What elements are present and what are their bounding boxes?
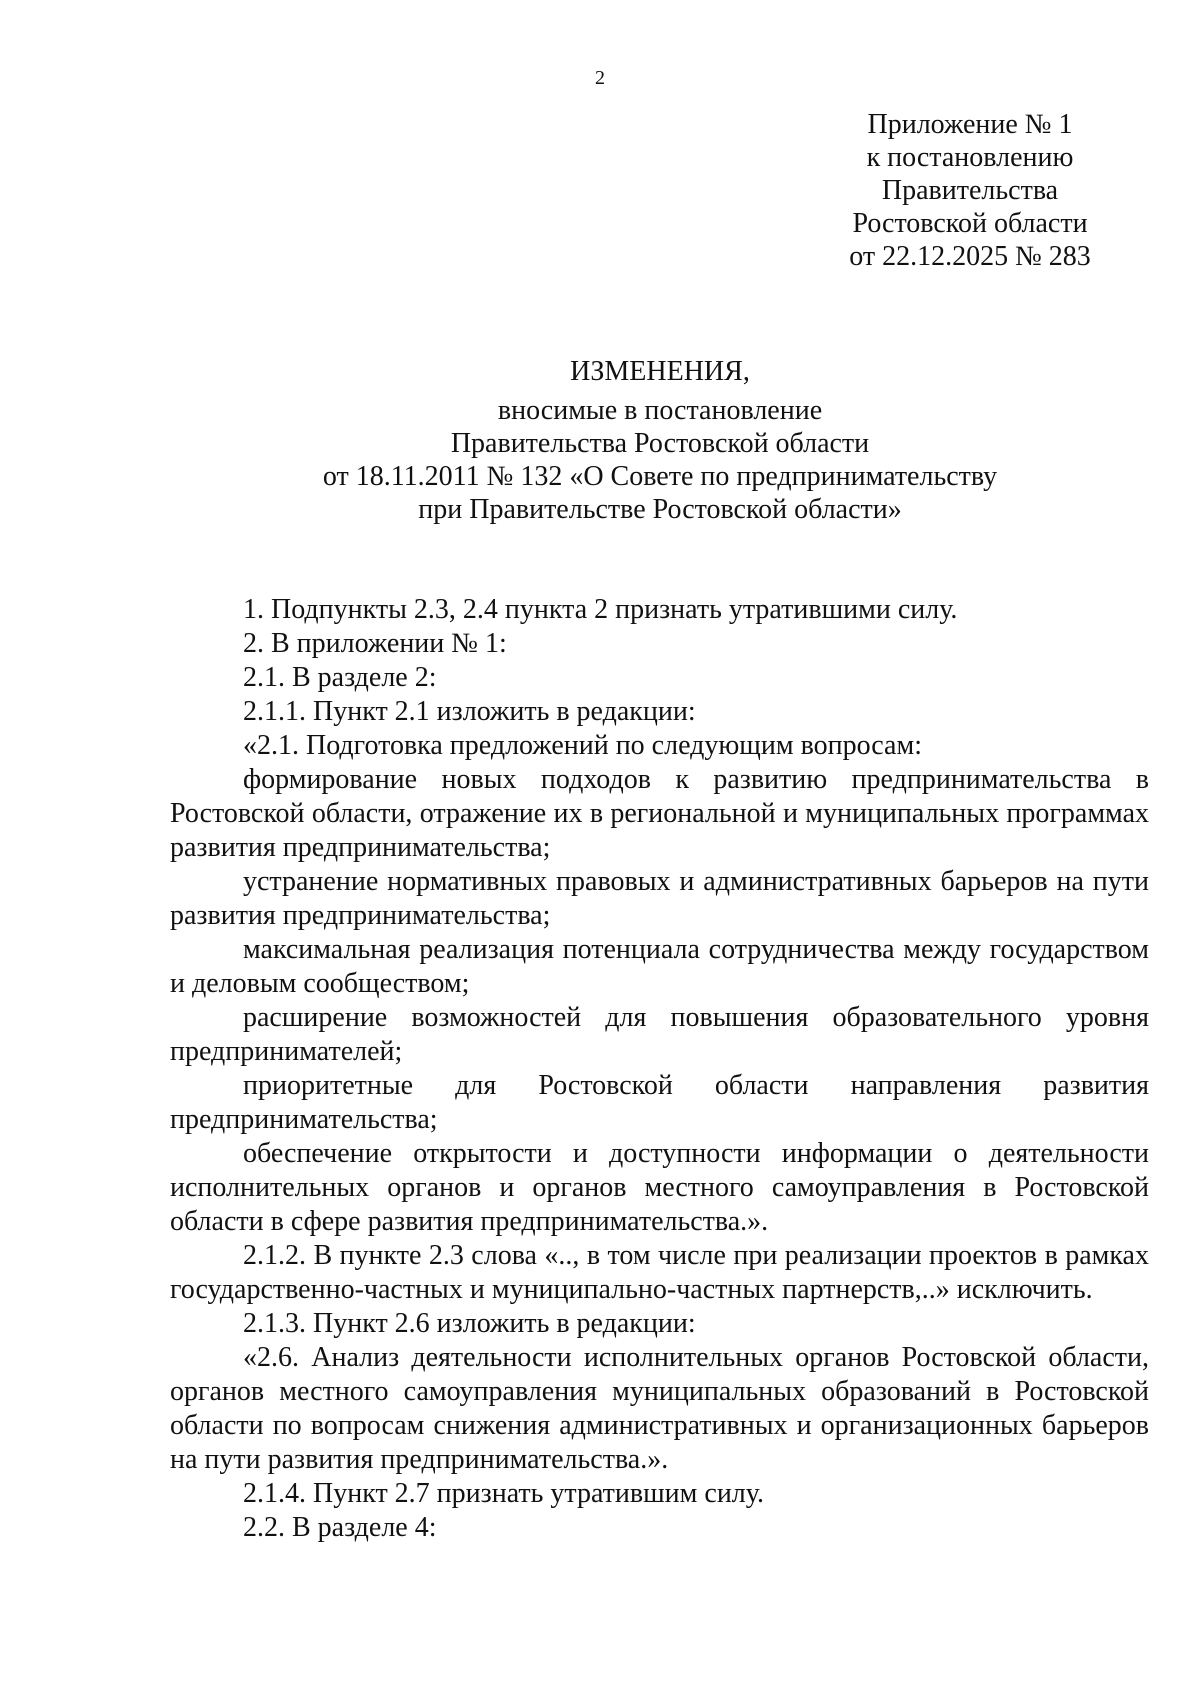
paragraph: расширение возможностей для повышения образовательного уровня предпринимателей; — [170, 1002, 1149, 1067]
paragraph: формирование новых подходов к развитию предпринимательства в Ростовской области, отражение их в региональной и муниципальных программах развития предпринимательства; — [170, 764, 1149, 863]
paragraph: 2.1.3. Пункт 2.6 изложить в редакции: — [243, 1308, 696, 1339]
title-line: вносимые в постановление — [497, 395, 823, 426]
document-body — [170, 593, 1149, 1545]
appendix-line: от 22.12.2025 № 283 — [849, 241, 1091, 272]
paragraph: приоритетные для Ростовской области направления развития предпринимательства; — [170, 1070, 1149, 1135]
paragraph: «2.6. Анализ деятельности исполнительных органов Ростовской области, органов местного самоуправления муниципальных образований в Ростовской области по вопросам снижения административных и организационных барьеров на пути развития предпринимательства.». — [170, 1342, 1149, 1475]
title-line: от 18.11.2011 № 132 «О Совете по предпринимательству — [322, 461, 998, 492]
paragraph: устранение нормативных правовых и административных барьеров на пути развития предпринимательства; — [170, 866, 1149, 931]
page-number: 2 — [595, 67, 605, 89]
paragraph: 2.1.1. Пункт 2.1 изложить в редакции: — [243, 696, 696, 727]
title-heading: ИЗМЕНЕНИЯ, — [570, 356, 750, 387]
paragraph: 2.1. В разделе 2: — [243, 662, 437, 693]
paragraph: 1. Подпункты 2.3, 2.4 пункта 2 признать утратившими силу. — [243, 594, 958, 625]
document-title — [170, 355, 1150, 526]
paragraph: 2.1.2. В пункте 2.3 слова «.., в том числе при реализации проектов в рамках государственно-частных и муниципально-частных партнерств,..» исключить. — [170, 1240, 1149, 1305]
paragraph: обеспечение открытости и доступности информации о деятельности исполнительных органов и органов местного самоуправления в Ростовской области в сфере развития предпринимательства.». — [170, 1138, 1149, 1237]
paragraph: 2.1.4. Пункт 2.7 признать утратившим силу. — [243, 1478, 764, 1509]
appendix-line: к постановлению — [866, 142, 1074, 173]
title-line: Правительства Ростовской области — [450, 428, 870, 459]
paragraph: 2. В приложении № 1: — [243, 628, 507, 659]
appendix-line: Правительства — [881, 175, 1059, 206]
appendix-line: Приложение № 1 — [867, 109, 1073, 140]
appendix-line: Ростовской области — [852, 208, 1088, 239]
title-line: при Правительстве Ростовской области» — [418, 494, 902, 525]
paragraph: максимальная реализация потенциала сотрудничества между государством и деловым сообществом; — [170, 934, 1149, 999]
paragraph: «2.1. Подготовка предложений по следующим вопросам: — [243, 730, 922, 761]
paragraph: 2.2. В разделе 4: — [243, 1512, 437, 1543]
appendix-block — [810, 108, 1130, 273]
